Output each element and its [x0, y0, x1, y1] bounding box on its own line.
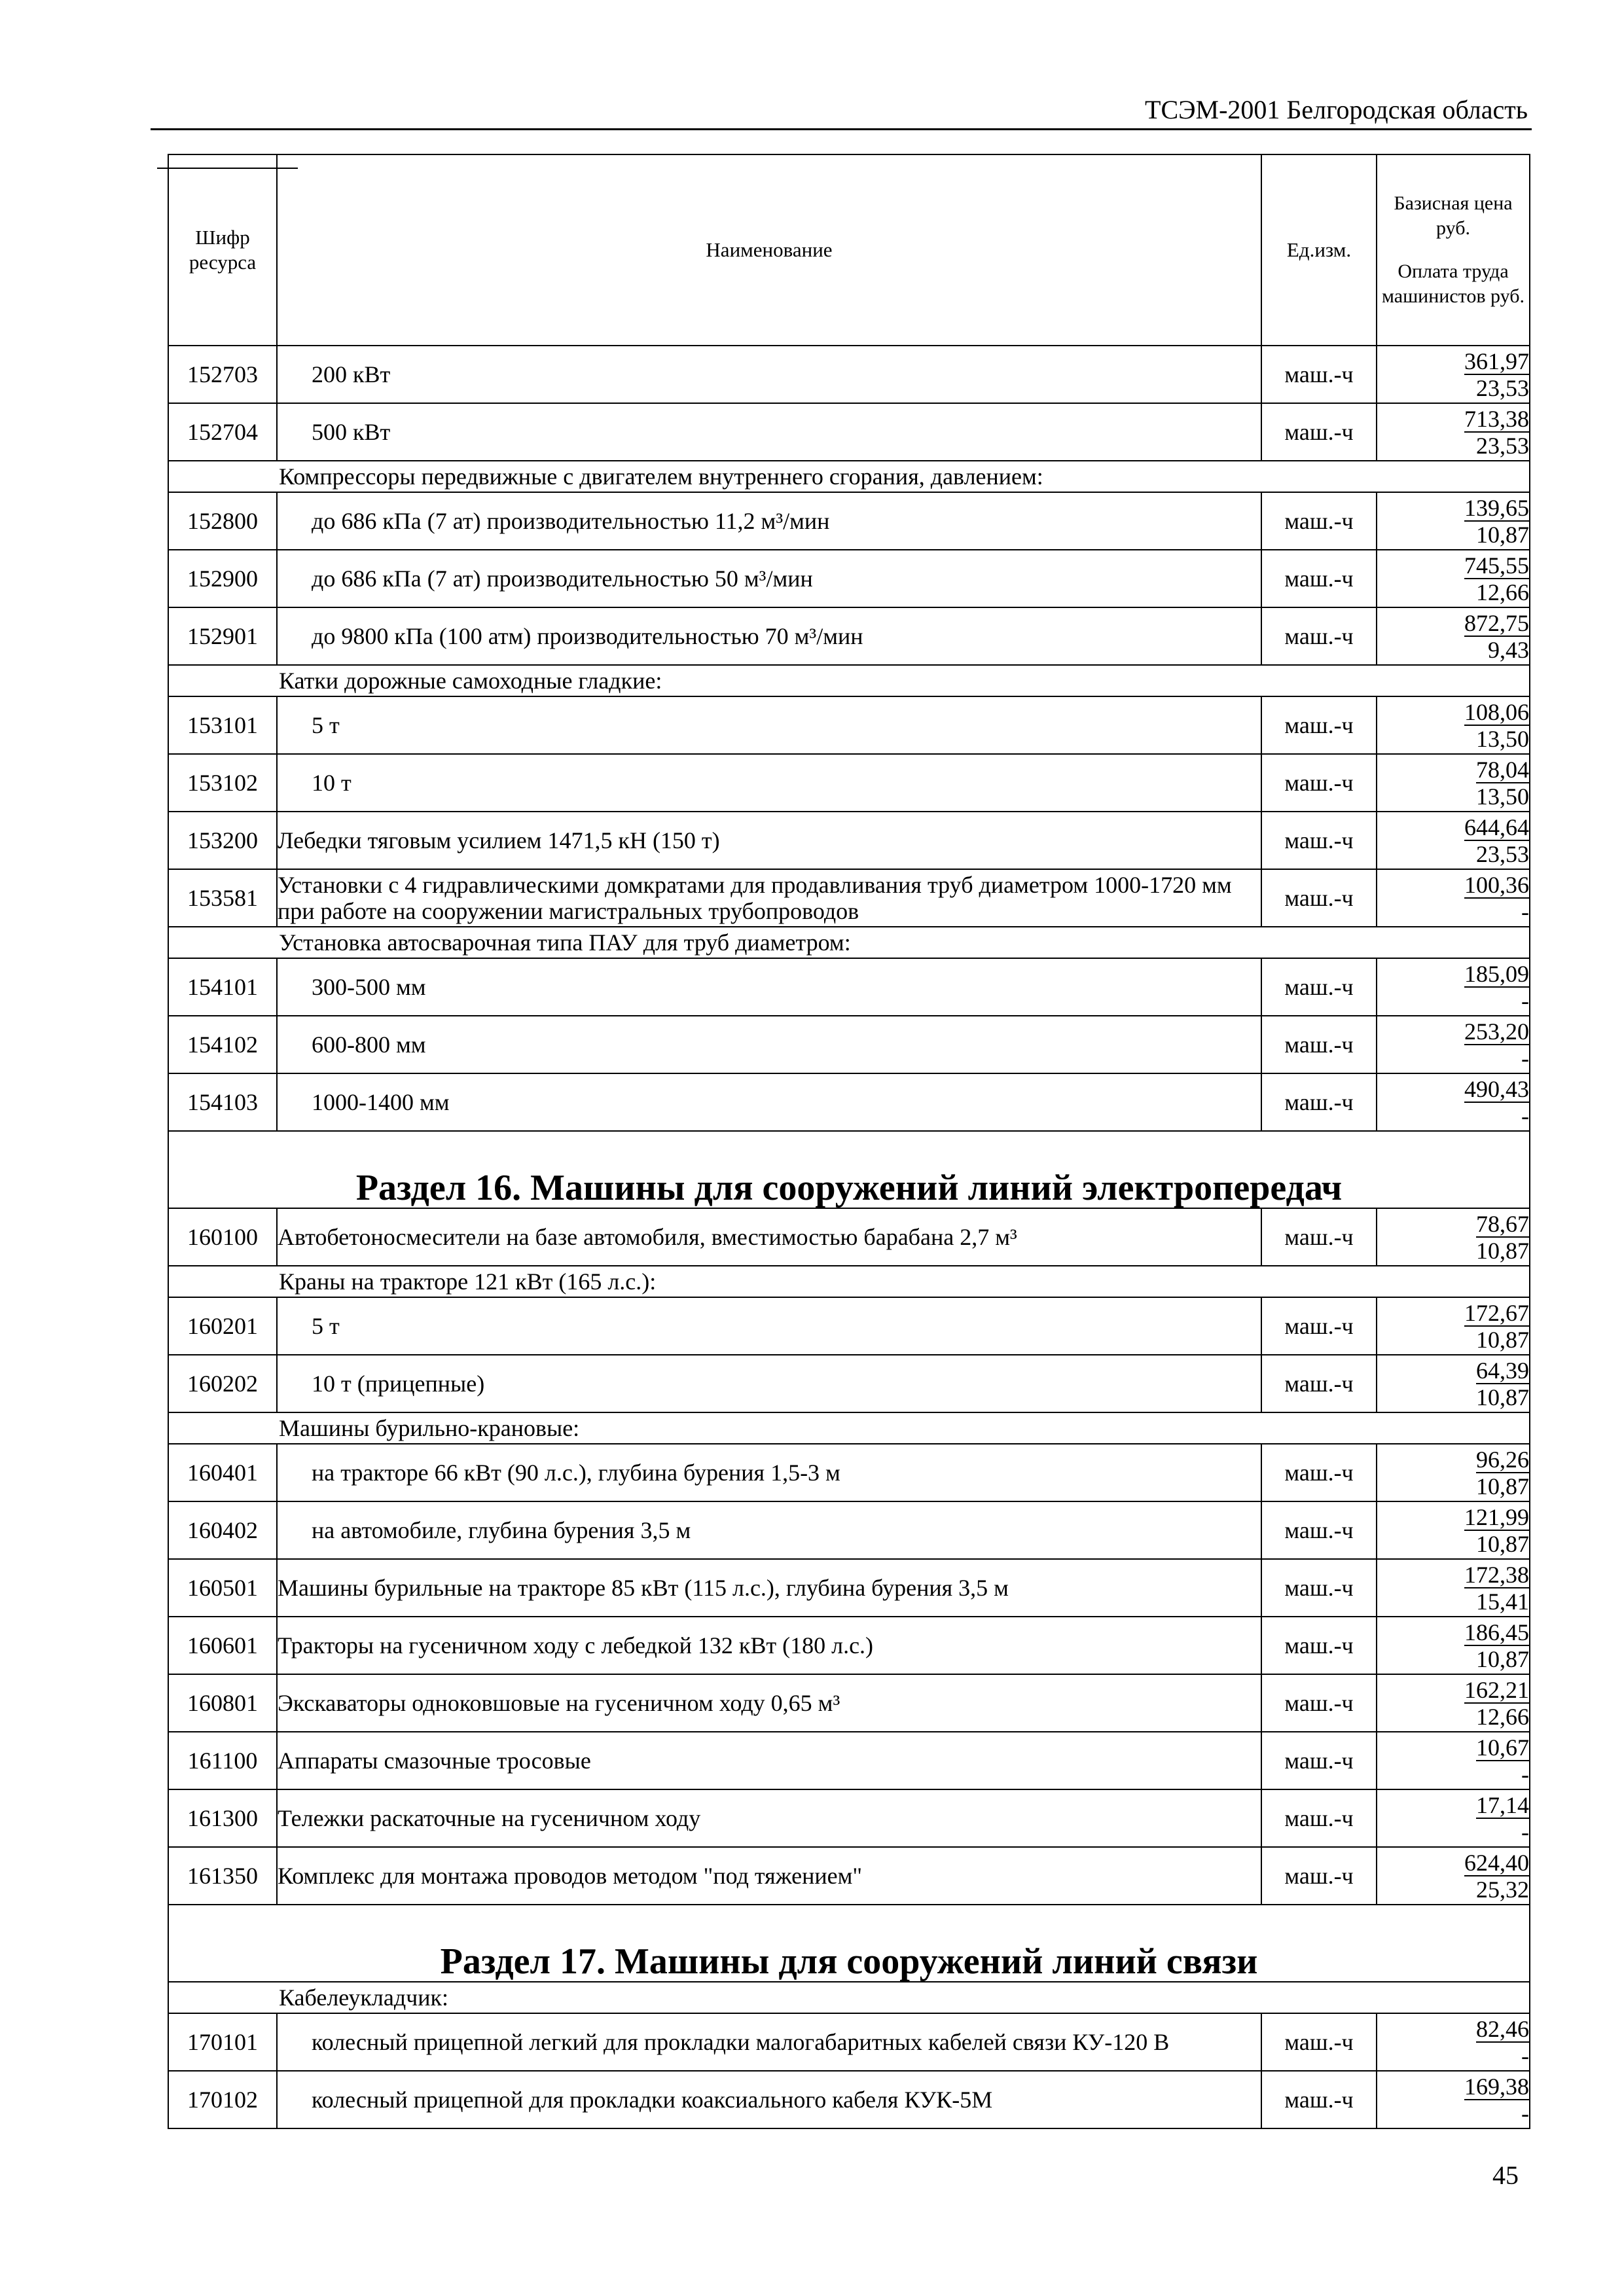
wage: 10,87: [1476, 1237, 1529, 1264]
row-unit: маш.-ч: [1261, 607, 1377, 665]
row-price: [1377, 2013, 1530, 2071]
header-wage: Оплата труда машинистов руб.: [1381, 260, 1525, 307]
row-price: [1377, 754, 1530, 812]
row-name: 5 т: [277, 696, 1261, 754]
section-heading-17: Раздел 17. Машины для сооружений линий связи: [168, 1905, 1530, 1982]
table-row: [168, 1016, 1530, 1073]
row-unit: маш.-ч: [1261, 1617, 1377, 1674]
base-price: 10,67: [1476, 1734, 1529, 1761]
row-unit: маш.-ч: [1261, 550, 1377, 607]
row-code: 154103: [168, 1073, 277, 1131]
header-code: Шифр ресурса: [168, 154, 277, 346]
row-name: Тележки раскаточные на гусеничном ходу: [277, 1789, 1261, 1847]
group-row: [168, 665, 1530, 696]
row-unit: маш.-ч: [1261, 1732, 1377, 1789]
row-code: 160201: [168, 1297, 277, 1355]
row-price: [1377, 492, 1530, 550]
wage: -: [1521, 1818, 1529, 1845]
base-price: 644,64: [1464, 814, 1529, 840]
row-price: [1377, 1501, 1530, 1559]
base-price: 78,67: [1476, 1210, 1529, 1237]
base-price: 17,14: [1476, 1791, 1529, 1818]
row-code: 153200: [168, 812, 277, 869]
base-price: 745,55: [1464, 552, 1529, 579]
base-price: 361,97: [1464, 348, 1529, 374]
wage: -: [1521, 1761, 1529, 1787]
row-name: на автомобиле, глубина бурения 3,5 м: [277, 1501, 1261, 1559]
row-code: 154101: [168, 958, 277, 1016]
row-price: [1377, 550, 1530, 607]
table-row: [168, 1559, 1530, 1617]
row-unit: маш.-ч: [1261, 1355, 1377, 1412]
row-name: Тракторы на гусеничном ходу с лебедкой 132 кВт (180 л.с.): [277, 1617, 1261, 1674]
wage: -: [1521, 987, 1529, 1014]
wage: 12,66: [1476, 1703, 1529, 1730]
row-price: [1377, 607, 1530, 665]
row-name: Экскаваторы одноковшовые на гусеничном ходу 0,65 м³: [277, 1674, 1261, 1732]
row-price: [1377, 2071, 1530, 2128]
row-code: 153581: [168, 869, 277, 927]
row-price: [1377, 1674, 1530, 1732]
row-price: [1377, 1208, 1530, 1266]
row-price: [1377, 1732, 1530, 1789]
base-price: 162,21: [1464, 1676, 1529, 1703]
base-price: 253,20: [1464, 1018, 1529, 1045]
row-unit: маш.-ч: [1261, 812, 1377, 869]
group-row: [168, 1412, 1530, 1444]
row-code: 152800: [168, 492, 277, 550]
group-heading: Компрессоры передвижные с двигателем внутреннего сгорания, давлением:: [168, 461, 1530, 492]
row-price: [1377, 1297, 1530, 1355]
base-price: 100,36: [1464, 871, 1529, 898]
row-code: 153101: [168, 696, 277, 754]
wage: 12,66: [1476, 579, 1529, 605]
table-row: [168, 1732, 1530, 1789]
row-name: 200 кВт: [277, 346, 1261, 403]
row-price: [1377, 1016, 1530, 1073]
row-name: Комплекс для монтажа проводов методом "под тяжением": [277, 1847, 1261, 1905]
row-unit: маш.-ч: [1261, 2071, 1377, 2128]
row-name: 10 т: [277, 754, 1261, 812]
row-price: [1377, 1444, 1530, 1501]
group-row: [168, 927, 1530, 958]
table-row: [168, 812, 1530, 869]
header-base-price: Базисная цена руб.: [1394, 192, 1513, 239]
base-price: 121,99: [1464, 1503, 1529, 1530]
row-name: Установки с 4 гидравлическими домкратами для продавливания труб диаметром 1000-1720 мм при работе на сооружении магистральных трубопроводов: [277, 869, 1261, 927]
row-code: 161100: [168, 1732, 277, 1789]
table-row: [168, 2013, 1530, 2071]
wage: 10,87: [1476, 1326, 1529, 1353]
base-price: 64,39: [1476, 1357, 1529, 1384]
row-unit: маш.-ч: [1261, 492, 1377, 550]
table-row: [168, 1847, 1530, 1905]
section-row: [168, 1131, 1530, 1208]
table-row: [168, 1444, 1530, 1501]
row-unit: маш.-ч: [1261, 1297, 1377, 1355]
group-heading: Катки дорожные самоходные гладкие:: [168, 665, 1530, 696]
table-row: [168, 403, 1530, 461]
row-price: [1377, 1789, 1530, 1847]
wage: 9,43: [1488, 636, 1529, 663]
group-heading: Краны на тракторе 121 кВт (165 л.с.):: [168, 1266, 1530, 1297]
row-code: 154102: [168, 1016, 277, 1073]
row-unit: маш.-ч: [1261, 1501, 1377, 1559]
table-row: [168, 492, 1530, 550]
row-code: 160202: [168, 1355, 277, 1412]
row-name: 5 т: [277, 1297, 1261, 1355]
row-unit: маш.-ч: [1261, 958, 1377, 1016]
row-price: [1377, 812, 1530, 869]
base-price: 185,09: [1464, 960, 1529, 987]
row-price: [1377, 1559, 1530, 1617]
row-name: Автобетоносмесители на базе автомобиля, вместимостью барабана 2,7 м³: [277, 1208, 1261, 1266]
wage: 13,50: [1476, 725, 1529, 752]
row-price: [1377, 346, 1530, 403]
row-unit: маш.-ч: [1261, 696, 1377, 754]
row-unit: маш.-ч: [1261, 1559, 1377, 1617]
row-unit: маш.-ч: [1261, 403, 1377, 461]
group-row: [168, 1982, 1530, 2013]
wage: 13,50: [1476, 783, 1529, 810]
header-unit: Ед.изм.: [1261, 154, 1377, 346]
wage: 10,87: [1476, 1530, 1529, 1557]
row-code: 160401: [168, 1444, 277, 1501]
row-code: 152900: [168, 550, 277, 607]
row-code: 160501: [168, 1559, 277, 1617]
table-row: [168, 1674, 1530, 1732]
row-name: Машины бурильные на тракторе 85 кВт (115 л.с.), глубина бурения 3,5 м: [277, 1559, 1261, 1617]
row-unit: маш.-ч: [1261, 1208, 1377, 1266]
row-price: [1377, 1355, 1530, 1412]
base-price: 78,04: [1476, 756, 1529, 783]
row-unit: маш.-ч: [1261, 869, 1377, 927]
row-name: колесный прицепной для прокладки коаксиального кабеля КУК-5М: [277, 2071, 1261, 2128]
row-unit: маш.-ч: [1261, 1674, 1377, 1732]
table-row: [168, 696, 1530, 754]
table-row: [168, 1297, 1530, 1355]
row-code: 161300: [168, 1789, 277, 1847]
table-row: [168, 958, 1530, 1016]
base-price: 169,38: [1464, 2073, 1529, 2100]
row-name: до 9800 кПа (100 атм) производительностью 70 м³/мин: [277, 607, 1261, 665]
row-unit: маш.-ч: [1261, 1789, 1377, 1847]
base-price: 172,38: [1464, 1561, 1529, 1588]
table-row: [168, 1355, 1530, 1412]
row-name: до 686 кПа (7 ат) производительностью 11,2 м³/мин: [277, 492, 1261, 550]
row-price: [1377, 1617, 1530, 1674]
row-name: на тракторе 66 кВт (90 л.с.), глубина бурения 1,5-3 м: [277, 1444, 1261, 1501]
row-code: 160801: [168, 1674, 277, 1732]
row-code: 160402: [168, 1501, 277, 1559]
table-row: [168, 550, 1530, 607]
wage: -: [1521, 2042, 1529, 2069]
row-code: 152703: [168, 346, 277, 403]
wage: 10,87: [1476, 1645, 1529, 1672]
base-price: 96,26: [1476, 1446, 1529, 1473]
row-price: [1377, 1073, 1530, 1131]
row-code: 152704: [168, 403, 277, 461]
row-name: Лебедки тяговым усилием 1471,5 кН (150 т): [277, 812, 1261, 869]
row-unit: маш.-ч: [1261, 1444, 1377, 1501]
row-price: [1377, 403, 1530, 461]
wage: 10,87: [1476, 1384, 1529, 1410]
group-heading: Кабелеукладчик:: [168, 1982, 1530, 2013]
base-price: 139,65: [1464, 494, 1529, 521]
base-price: 872,75: [1464, 609, 1529, 636]
table-row: [168, 1617, 1530, 1674]
row-name: 300-500 мм: [277, 958, 1261, 1016]
table-row: [168, 1789, 1530, 1847]
wage: -: [1521, 2100, 1529, 2126]
base-price: 713,38: [1464, 405, 1529, 432]
row-code: 160601: [168, 1617, 277, 1674]
wage: 10,87: [1476, 1473, 1529, 1499]
row-price: [1377, 958, 1530, 1016]
row-name: колесный прицепной легкий для прокладки малогабаритных кабелей связи КУ-120 В: [277, 2013, 1261, 2071]
row-name: 1000-1400 мм: [277, 1073, 1261, 1131]
page-number: 45: [1492, 2161, 1519, 2190]
wage: 25,32: [1476, 1876, 1529, 1903]
row-code: 160100: [168, 1208, 277, 1266]
table-row: [168, 754, 1530, 812]
wage: 15,41: [1476, 1588, 1529, 1615]
row-code: 170102: [168, 2071, 277, 2128]
row-price: [1377, 696, 1530, 754]
row-unit: маш.-ч: [1261, 2013, 1377, 2071]
row-unit: маш.-ч: [1261, 754, 1377, 812]
wage: 10,87: [1476, 521, 1529, 548]
group-heading: Установка автосварочная типа ПАУ для труб диаметром:: [168, 927, 1530, 958]
row-name: до 686 кПа (7 ат) производительностью 50 м³/мин: [277, 550, 1261, 607]
row-price: [1377, 869, 1530, 927]
header-name: Наименование: [277, 154, 1261, 346]
row-name: 10 т (прицепные): [277, 1355, 1261, 1412]
base-price: 108,06: [1464, 698, 1529, 725]
table-header-row: [168, 154, 1530, 346]
wage: -: [1521, 1102, 1529, 1129]
base-price: 82,46: [1476, 2015, 1529, 2042]
base-price: 186,45: [1464, 1619, 1529, 1645]
row-name: Аппараты смазочные тросовые: [277, 1732, 1261, 1789]
header-title: ТСЭМ-2001 Белгородская область: [1145, 95, 1528, 124]
row-code: 161350: [168, 1847, 277, 1905]
wage: -: [1521, 898, 1529, 925]
row-unit: маш.-ч: [1261, 1847, 1377, 1905]
table-row: [168, 1073, 1530, 1131]
row-name: 600-800 мм: [277, 1016, 1261, 1073]
base-price: 172,67: [1464, 1299, 1529, 1326]
table-row: [168, 1208, 1530, 1266]
wage: 23,53: [1476, 432, 1529, 459]
row-code: 153102: [168, 754, 277, 812]
row-unit: маш.-ч: [1261, 1073, 1377, 1131]
row-code: 152901: [168, 607, 277, 665]
section-row: [168, 1905, 1530, 1982]
table-row: [168, 607, 1530, 665]
row-code: 170101: [168, 2013, 277, 2071]
row-price: [1377, 1847, 1530, 1905]
resource-table: [168, 154, 1530, 2129]
base-price: 624,40: [1464, 1849, 1529, 1876]
table-row: [168, 869, 1530, 927]
header-price: [1377, 154, 1530, 346]
table-row: [168, 1501, 1530, 1559]
table-row: [168, 346, 1530, 403]
wage: 23,53: [1476, 840, 1529, 867]
base-price: 490,43: [1464, 1075, 1529, 1102]
row-unit: маш.-ч: [1261, 1016, 1377, 1073]
table-row: [168, 2071, 1530, 2128]
running-header: [151, 92, 1532, 130]
group-row: [168, 461, 1530, 492]
wage: 23,53: [1476, 374, 1529, 401]
wage: -: [1521, 1045, 1529, 1071]
group-row: [168, 1266, 1530, 1297]
group-heading: Машины бурильно-крановые:: [168, 1412, 1530, 1444]
row-unit: маш.-ч: [1261, 346, 1377, 403]
section-heading-16: Раздел 16. Машины для сооружений линий электропередач: [168, 1131, 1530, 1208]
row-name: 500 кВт: [277, 403, 1261, 461]
